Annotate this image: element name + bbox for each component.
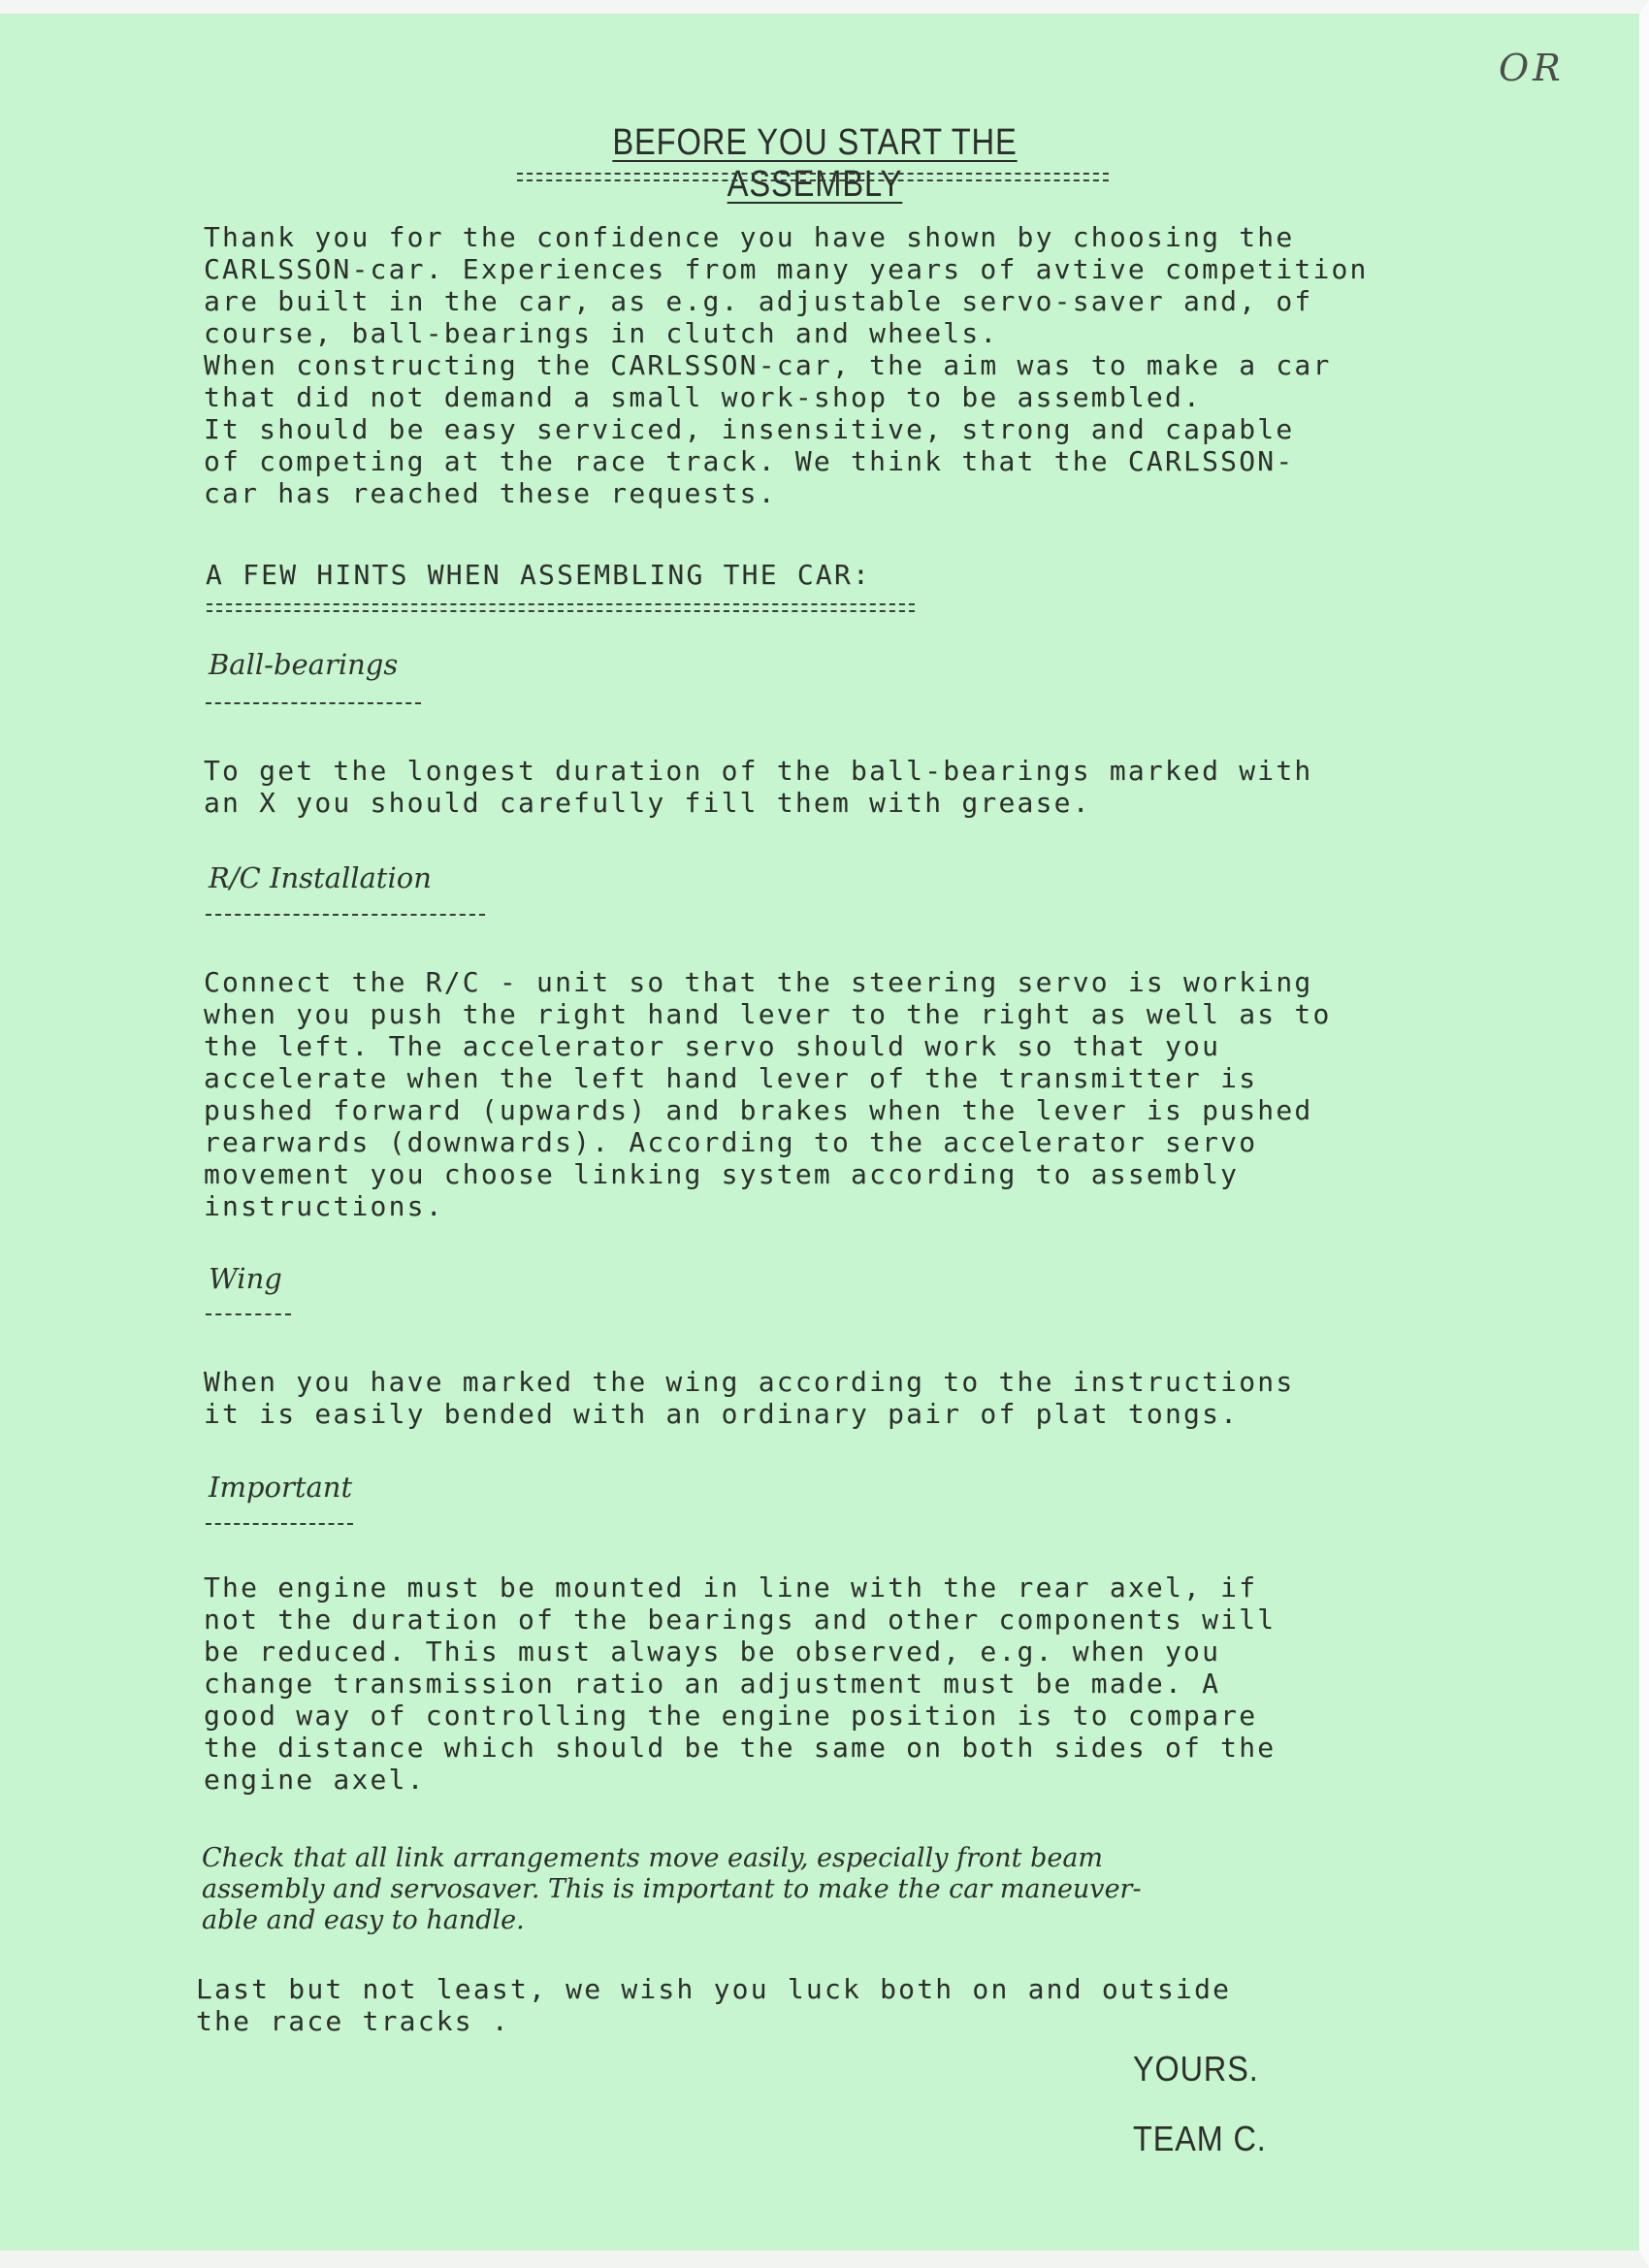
- section-heading-important: Important: [209, 1471, 353, 1504]
- section-rule-ball-bearings: [206, 702, 421, 704]
- title-block: [514, 122, 1116, 206]
- section-rule-rc-installation: [206, 914, 485, 916]
- signature-text: TEAM C.: [1133, 2119, 1267, 2158]
- section-body-rc-installation: Connect the R/C - unit so that the steering servo is working when you push the right hand lever to the right as well as to the left. The accelerator servo should work so that you accelerate when the left hand lever of the transmitter is pushed forward (upwards) and brakes when the lever is pushed rearwards (downwards). According to the accelerator servo movement you choose linking system according to assembly instructions.: [204, 966, 1332, 1222]
- section-body-wing: When you have marked the wing according to the instructions it is easily bended with an ordinary pair of plat tongs.: [204, 1366, 1295, 1430]
- section-body-ball-bearings: To get the longest duration of the ball-bearings marked with an X you should carefully fill them with grease.: [204, 755, 1313, 819]
- corner-handwritten-mark: OR: [1499, 47, 1565, 89]
- section-rule-wing: [206, 1313, 291, 1315]
- hints-double-rule: [207, 603, 915, 612]
- section-heading-wing: Wing: [209, 1262, 282, 1295]
- intro-paragraph: Thank you for the confidence you have shown by choosing the CARLSSON-car. Experiences from many years of avtive competition are built in the car, as e.g. adjustable servo-saver and, of course, ball-bearings in clutch and wheels. When constructing the CARLSSON-car, the aim was to make a car that did not demand a small work-shop to be assembled. It should be easy serviced, insensitive, strong and capable of competing at the race track. We think that the CARLSSON- car has reached these requests.: [204, 221, 1369, 509]
- section-heading-rc-installation: R/C Installation: [209, 861, 432, 894]
- page-title: BEFORE YOU START THE ASSEMBLY: [612, 122, 1018, 205]
- hints-heading: A FEW HINTS WHEN ASSEMBLING THE CAR:: [206, 559, 872, 591]
- signoff-text: YOURS.: [1133, 2049, 1259, 2089]
- check-note-paragraph: Check that all link arrangements move easily, especially front beam assembly and servosaver. This is important to make the car maneuver- able and easy to handle.: [202, 1843, 1142, 1935]
- closing-paragraph: Last but not least, we wish you luck both on and outside the race tracks .: [196, 1973, 1232, 2037]
- section-rule-important: [206, 1523, 353, 1525]
- section-body-important: The engine must be mounted in line with the rear axel, if not the duration of the bearings and other components will be reduced. This must always be observed, e.g. when you change transmission ratio an adjustment must be made. A good way of controlling the engine position is to compare the distance which should be the same on both sides of the engine axel.: [204, 1571, 1277, 1796]
- section-heading-ball-bearings: Ball-bearings: [209, 648, 399, 681]
- title-double-rule: [517, 173, 1109, 181]
